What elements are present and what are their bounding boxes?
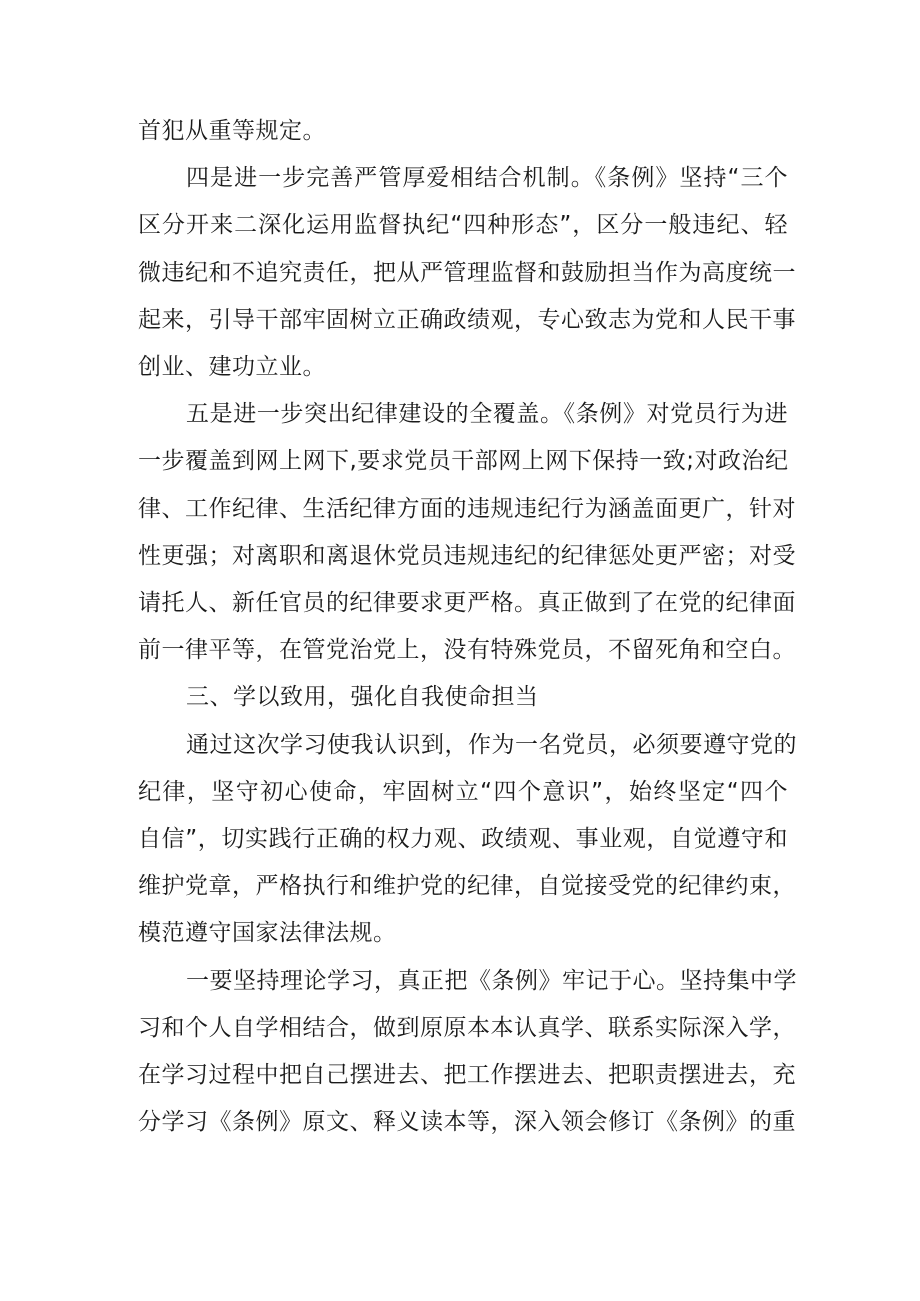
text-line-11: 前一律平等，在管党治党上，没有特殊党员，不留死角和空白。: [138, 637, 796, 664]
text-line-4: 起来，引导干部牢固树立正确政绩观，专心致志为党和人民干事: [138, 306, 796, 333]
text-line-7: 一步覆盖到网上网下,要求党员干部网上网下保持一致;对政治纪: [138, 448, 789, 475]
text-line-13: 通过这次学习使我认识到，作为一名党员，必须要遵守党的: [186, 731, 797, 758]
text-line-8: 律、工作纪律、生活纪律方面的违规违纪行为涵盖面更广，针对: [138, 495, 796, 522]
text-line-0: 首犯从重等规定。: [138, 118, 326, 144]
text-line-2: 区分开来二深化运用监督执纪“四种形态”，区分一般违纪、轻: [138, 212, 788, 239]
text-line-20: 在学习过程中把自己摆进去、把工作摆进去、把职责摆进去，充: [138, 1062, 796, 1088]
text-line-5: 创业、建功立业。: [138, 354, 326, 380]
text-line-18: 一要坚持理论学习，真正把《条例》牢记于心。坚持集中学: [186, 967, 797, 994]
text-line-10: 请托人、新任官员的纪律要求更严格。真正做到了在党的纪律面: [138, 590, 796, 616]
text-line-6: 五是进一步突出纪律建设的全覆盖。《条例》对党员行为进: [186, 401, 788, 428]
text-line-15: 自信”，切实践行正确的权力观、政绩观、事业观，自觉遵守和: [138, 826, 788, 852]
text-line-12: 三、学以致用，强化自我使命担当: [186, 684, 539, 711]
text-line-14: 纪律，坚守初心使命，牢固树立“四个意识”，始终坚定“四个: [138, 778, 788, 805]
text-line-21: 分学习《条例》原文、释义读本等，深入领会修订《条例》的重: [138, 1109, 796, 1136]
text-line-17: 模范遵守国家法律法规。: [138, 920, 397, 947]
text-line-19: 习和个人自学相结合，做到原原本本认真学、联系实际深入学，: [138, 1014, 796, 1041]
text-line-1: 四是进一步完善严管厚爱相结合机制。《条例》坚持“三个: [186, 165, 788, 192]
text-line-16: 维护党章，严格执行和维护党的纪律，自觉接受党的纪律约束，: [138, 873, 796, 900]
text-line-9: 性更强；对离职和离退休党员违规违纪的纪律惩处更严密；对受: [138, 542, 796, 569]
text-line-3: 微违纪和不追究责任，把从严管理监督和鼓励担当作为高度统一: [138, 259, 796, 286]
